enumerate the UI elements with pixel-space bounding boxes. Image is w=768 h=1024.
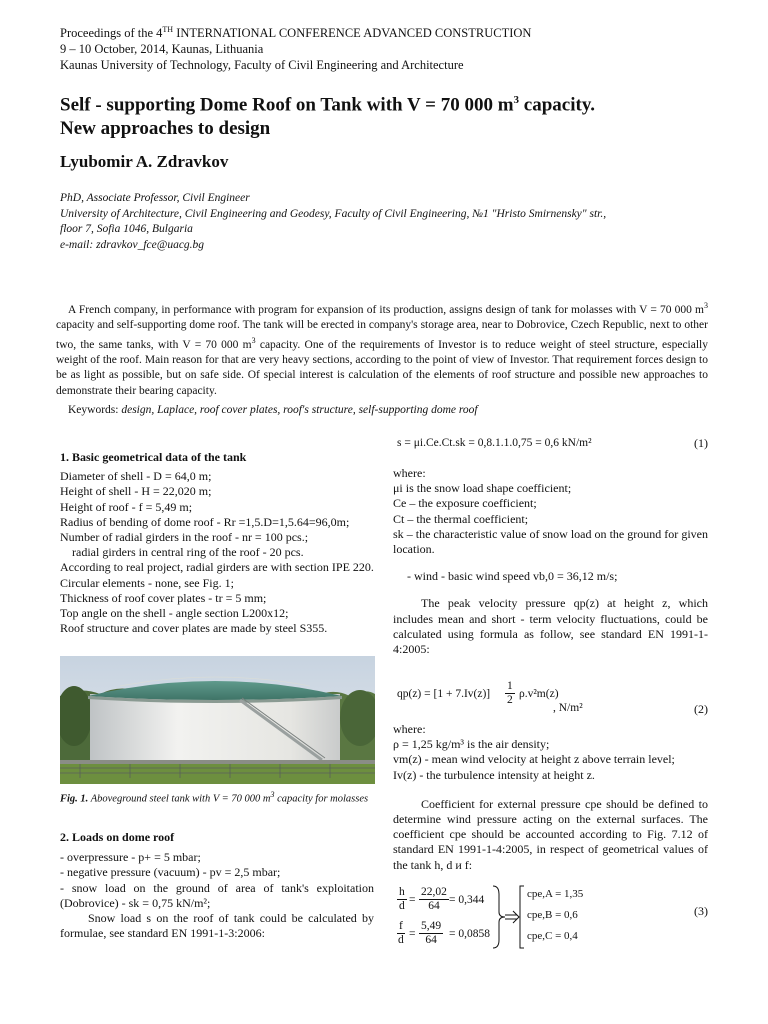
author-name: Lyubomir A. Zdravkov (60, 152, 229, 171)
tank-photo (60, 656, 375, 784)
section-1-heading: 1. Basic geometrical data of the tank (60, 450, 247, 464)
equation-3: $\frac{h}{d}$ = $\frac{22,02}{64}$ = 0,344 $\frac{f}{d}$ = $\frac{5,49}{64}$ = 0,0858 cpe,A = 1,35 cpe,B = 0,6 cpe,C = 0,4 (3) (393, 882, 708, 952)
proceedings-header (60, 22, 531, 73)
header-line-2: 9 – 10 October, 2014, Kaunas, Lithuania (60, 42, 264, 57)
keywords: Keywords: design, Laplace, roof cover plates, roof's structure, self-supporting dome roof (68, 404, 478, 416)
header-line-1: Proceedings of the 4TH INTERNATIONAL CONFERENCE ADVANCED CONSTRUCTION (60, 25, 532, 41)
equation-1: s = μi.Ce.Ct.sk = 0,8.1.1.0,75 = 0,6 kN/m² (1) (397, 436, 708, 450)
header-line-3: Kaunas University of Technology, Faculty of Civil Engineering and Architecture (60, 58, 464, 73)
paper-title: Self - supporting Dome Roof on Tank with V = 70 000 $m^3$ capacity. New approaches to design (60, 94, 596, 140)
section-2: 2. Loads on dome roof - overpressure - p+ = 5 mbar; - negative pressure (vacuum) - pv = 2,5 mbar; - snow load on the ground of area of tank's exploitation (Dobrovice) - sk = 0,75 kN/m²; Snow load s on the roof of tank could be calculated by formulae, see standard EN 1991-1-3:2006: (60, 830, 374, 941)
figure-1-caption: Fig. 1. Aboveground steel tank with V = 70 000 $m^3$ capacity for molasses (60, 790, 369, 805)
right-column: s = μi.Ce.Ct.sk = 0,8.1.1.0,75 = 0,6 kN/m² (1) where: μi is the snow load shape coefficient; Ce – the exposure coefficient; Ct – the thermal coefficient; sk – the characteristic value of snow load on the ground for given location. - wind - basic wind speed vb,0 = 36,12 m/s; The peak velocity pressure qp(z) at height z, which includes mean and short - term velocity fluctuations, could be calculated using formula as follow, see standard EN 1991-1-4:2005: (393, 436, 708, 657)
section-2-heading: 2. Loads on dome roof (60, 830, 175, 844)
where-2: where: ρ = 1,25 kg/m³ is the air density; vm(z) - mean wind velocity at height z above terrain level; Iv(z) - the turbulence intensity at height z. Coefficient for external pressure cpe should be defined to determine wind pressure acting on the external surfaces. The coefficient cpe should be accounted according to Fig. 7.12 of standard EN 1991-1-4:2005, in respect of geometrical values of the tank h, d и f: (393, 722, 708, 872)
cpe-bracket (519, 884, 525, 950)
section-1: 1. Basic geometrical data of the tank Diameter of shell - D = 64,0 m; Height of shell - H = 22,020 m; Height of roof - f = 5,49 m; Radius of bending of dome roof - Rr =1,5.D=1,5.64=96,0m; Number of radial girders in the roof - nr = 100 pcs.; radial girders in central ring of the roof - 20 pcs. According to real project, radial girders are with section IPE 220. Circular elements - none, see Fig. 1; Thickness of roof cover plates - tr = 5 mm; Top angle on the shell - angle section L200x12; Roof structure and cover plates are made by steel S355. (60, 450, 374, 636)
equation-2: qp(z) = [1 + 7.Iv(z)] $\frac{1}{2}$ ρ.v²m(z) , N/m² (2) (397, 680, 708, 716)
author-affiliation: PhD, Associate Professor, Civil Engineer University of Architecture, Civil Engineering and Geodesy, Faculty of Civil Engineering, №1 "Hristo Smirnensky" str., floor 7, Sofia 1046, Bulgaria e-mail: zdravkov_fce@uacg.bg (60, 192, 607, 251)
abstract: A French company, in performance with program for expansion of its production, assigns design of tank for molasses with V = 70 000 $m^3$ capacity and self-supporting dome roof. The tank will be erected in company's storage area, near to Dobrovice, Czech Republic, next to other two, the same tanks, with V = 70 000 $m^3$ capacity. One of the requirements of Investor is to reduce weight of steel structure, especially weight of the roof. Main reason for that are very heavy sections, according to the point of view of Investor. That requirement forces design to be as light as possible, but on safe side. Of special interest is calculation of the elements of roof structure and possible new approaches to demonstrate their bearing capacity. (56, 301, 708, 397)
implies-brace (491, 884, 521, 950)
